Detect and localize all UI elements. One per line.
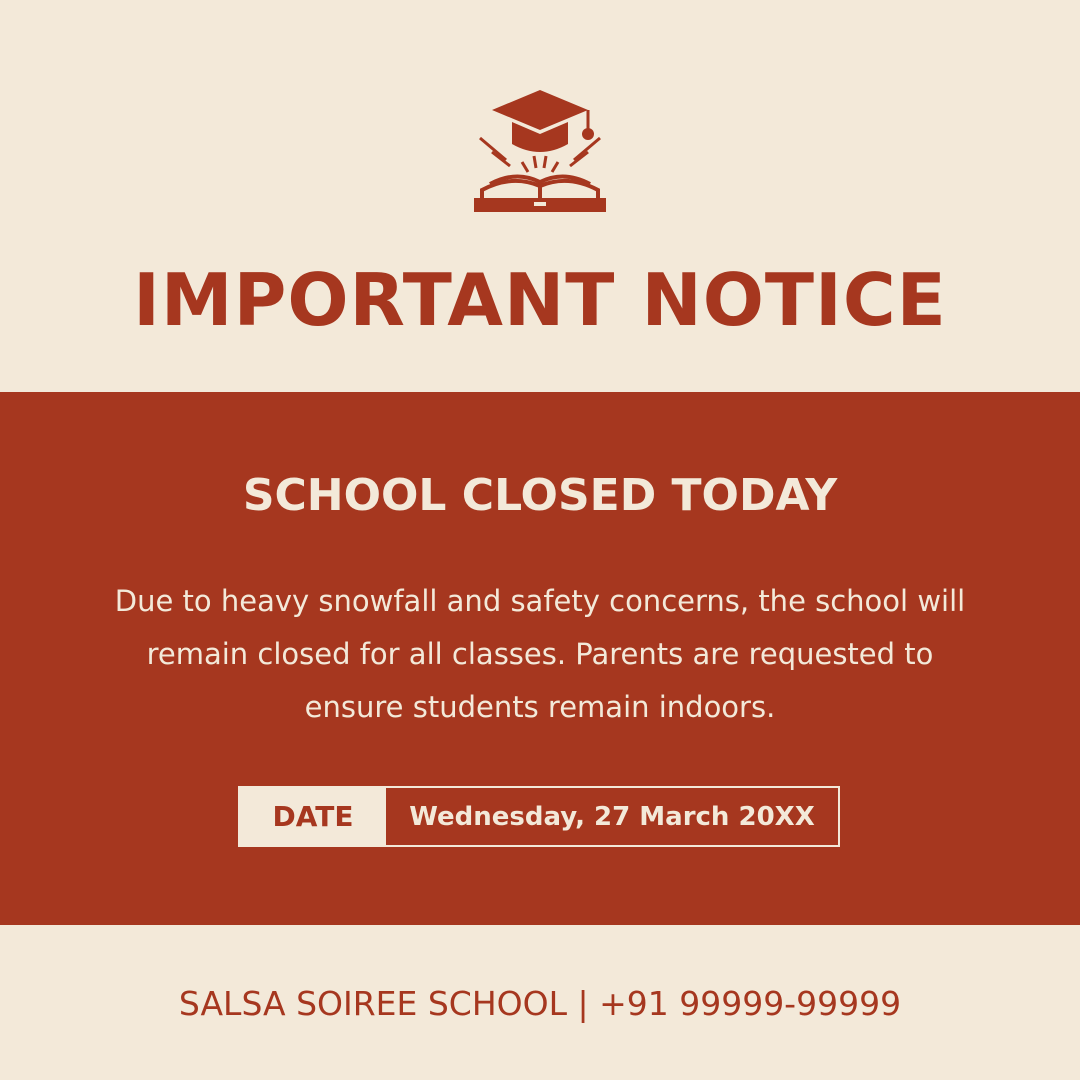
date-value: Wednesday, 27 March 20XX xyxy=(409,801,815,832)
footer-contact: SALSA SOIREE SCHOOL | +91 99999-99999 xyxy=(178,984,902,1023)
notice-body: Due to heavy snowfall and safety concerns, the school will remain closed for all classes. Parents are requested to ensure students remain indoors. xyxy=(114,584,966,724)
graduation-cap-book-icon xyxy=(472,88,608,216)
date-label: DATE xyxy=(240,788,386,845)
page-title: IMPORTANT NOTICE xyxy=(133,258,947,342)
closure-headline: SCHOOL CLOSED TODAY xyxy=(242,470,838,521)
date-box xyxy=(238,786,840,847)
